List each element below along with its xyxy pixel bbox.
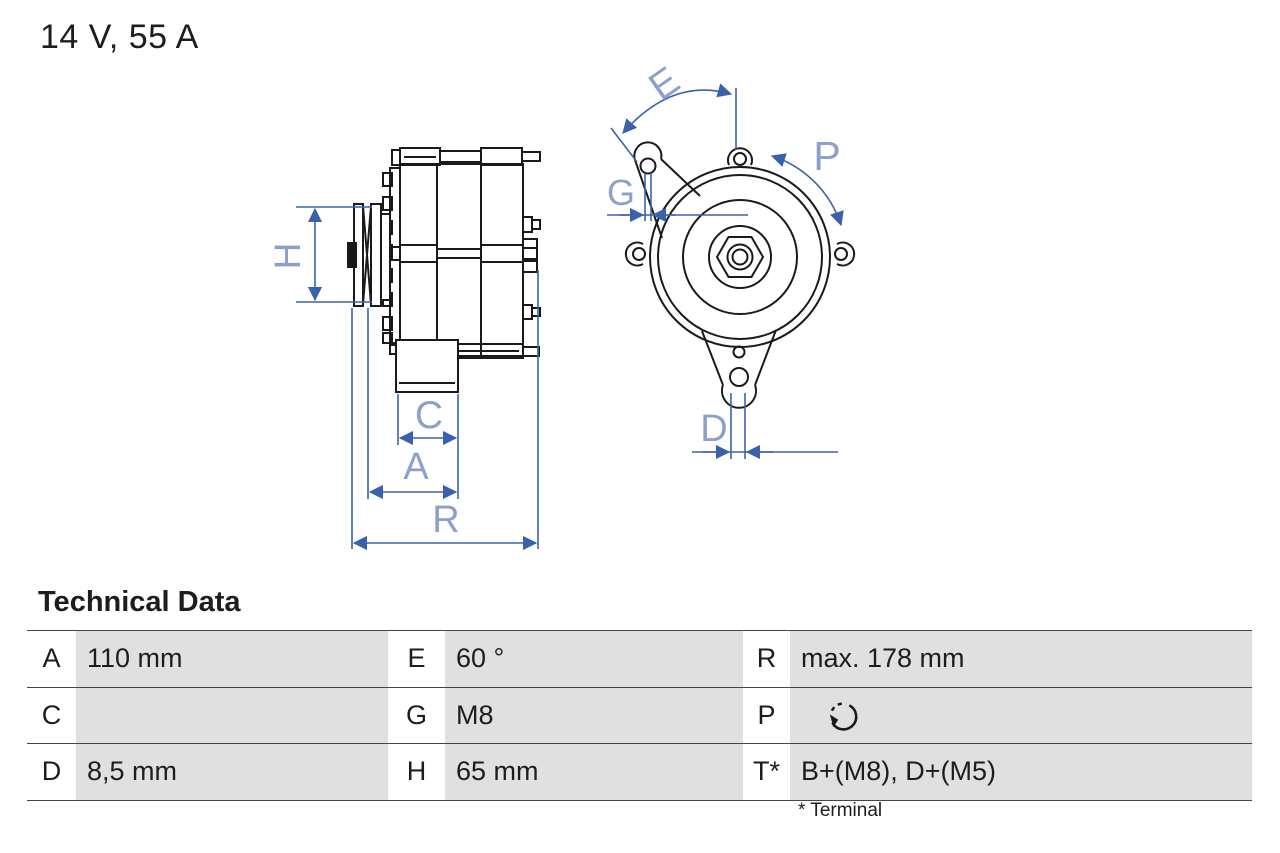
dimension-label-D: D (700, 408, 728, 450)
top-tie-bolt (392, 148, 540, 165)
param-label-R: R (743, 631, 790, 687)
shaft-nut (348, 243, 356, 267)
product-rating-title: 14 V, 55 A (40, 18, 199, 56)
side-view-alternator (348, 148, 540, 392)
pulley (348, 204, 390, 306)
param-value-C (76, 688, 388, 744)
front-view-alternator (626, 142, 854, 407)
param-value-H: 65 mm (445, 744, 743, 800)
param-label-G: G (388, 688, 445, 744)
param-label-C: C (27, 688, 76, 744)
param-value-D: 8,5 mm (76, 744, 388, 800)
param-value-A: 110 mm (76, 631, 388, 687)
dimension-label-H: H (267, 242, 308, 270)
dimension-label-R: R (432, 499, 460, 541)
param-value-E: 60 ° (445, 631, 743, 687)
technical-data-table (27, 630, 1252, 801)
shaft-hex-nut (717, 237, 763, 277)
param-value-R: max. 178 mm (790, 631, 1252, 687)
mounting-foot (390, 340, 458, 392)
table-row (27, 631, 1252, 687)
alternator-body (400, 164, 523, 356)
param-label-T: T* (743, 744, 790, 800)
dimension-label-E: E (641, 58, 688, 110)
dimension-label-C: C (414, 394, 444, 437)
param-label-E: E (388, 631, 445, 687)
dimension-label-P: P (813, 133, 841, 179)
terminal-footnote: * Terminal (798, 800, 883, 821)
bottom-bracket (702, 330, 776, 408)
rotation-counterclockwise-icon (825, 697, 861, 735)
param-label-D: D (27, 744, 76, 800)
dimension-label-G: G (606, 172, 636, 213)
dimension-label-A: A (403, 446, 429, 488)
param-label-H: H (388, 744, 445, 800)
technical-data-heading: Technical Data (38, 586, 241, 618)
param-value-T: B+(M8), D+(M5) (790, 744, 1252, 800)
param-label-P: P (743, 688, 790, 744)
param-label-A: A (27, 631, 76, 687)
table-row (27, 743, 1252, 800)
param-value-P (790, 688, 1252, 744)
param-value-G: M8 (445, 688, 743, 744)
table-row (27, 687, 1252, 744)
